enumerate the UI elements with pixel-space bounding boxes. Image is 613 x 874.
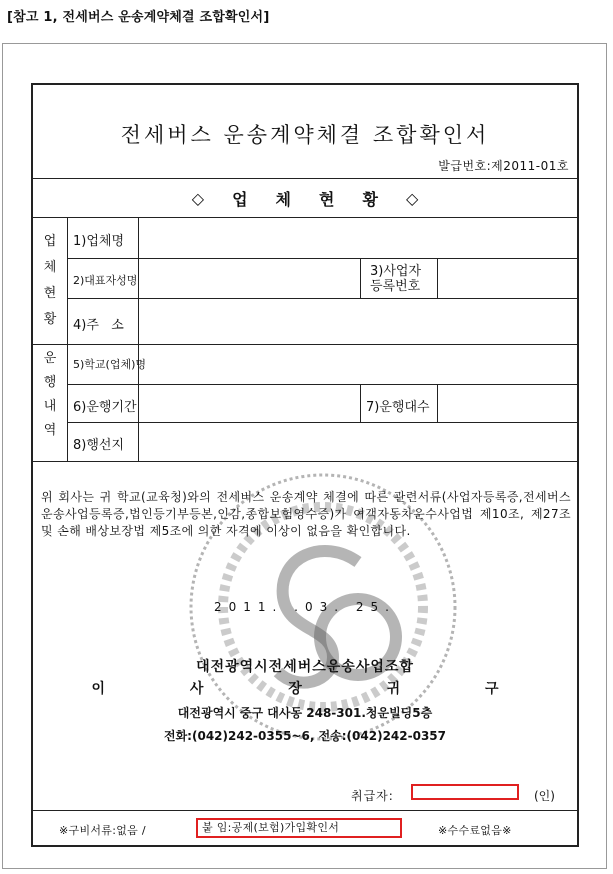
company-status-side-label: 업 체 현 황 [43,234,57,327]
footer-divider [33,810,577,811]
section-char-4: 황 [362,189,378,209]
row-divider [67,384,577,385]
address-label: 4)주 소 [73,318,124,333]
diamond-icon-right: ◇ [405,188,419,208]
issuer-organization: 대전광역시전세버스운송사업조합 [196,659,414,675]
form-title: 전세버스 운송계약체결 조합확인서 [120,123,490,147]
attachment-note: 붙 임:공제(보험)가입확인서 [196,818,402,838]
cell-divider [360,384,361,422]
issue-date: 2011. .03. 25. [214,600,396,614]
row-divider [67,258,577,259]
fee-note: ※수수료없음※ [438,824,512,837]
required-documents: ※구비서류:없음 / [59,824,146,837]
section-char-1: 업 [232,189,248,209]
confirmation-form [31,83,579,847]
handler-label: 취급자: [351,789,394,803]
business-reg-label: 3)사업자 등록번호 [370,264,422,294]
operation-side-label: 운 행 내 역 [43,351,57,438]
seal-mark: (인) [534,789,555,803]
group-divider [33,461,577,462]
vehicle-count-label: 7)운행대수 [366,400,430,415]
representative-label: 2)대표자성명 [73,274,138,287]
reference-title: [참고 1, 전세버스 운송계약체결 조합확인서] [7,10,270,25]
row-divider [67,298,577,299]
operation-period-label: 6)운행기간 [73,400,137,415]
confirmation-statement: 위 회사는 귀 학교(교육청)와의 전세버스 운송계약 체결에 따른 관련서류(사업자등록증,전세버스운송사업등록증,법인등기부등본,인감,종합보험영수증)가 여객자동차운수사업법 제10조, 제27조 및 손해 배상보장법 제5조에 의한 자격에 이상이 없음을 확인합니다. [41,490,571,538]
section-char-3: 현 [319,189,335,209]
cell-divider [437,258,438,298]
school-name-label: 5)학교(업체)명 [73,358,147,371]
handler-name-field[interactable] [411,784,519,800]
row-divider [67,422,577,423]
cell-divider [437,384,438,422]
group-divider [33,344,577,345]
cell-divider [360,258,361,298]
issuer-phone: 전화:(042)242-0355~6, 전송:(042)242-0357 [164,729,446,743]
label-divider [138,218,139,461]
destination-label: 8)행선지 [73,438,125,453]
issuer-address: 대전광역시 중구 대사동 248-301.청운빌딩5층 [177,706,433,720]
section-header [33,178,577,218]
issue-number: 발급번호:제2011-01호 [438,159,569,173]
issuer-representative: 이 사 장 귀 구 [91,681,539,697]
side-divider [67,218,68,461]
company-name-label: 1)업체명 [73,234,125,249]
section-char-2: 체 [275,189,291,209]
diamond-icon-left: ◇ [191,188,205,208]
